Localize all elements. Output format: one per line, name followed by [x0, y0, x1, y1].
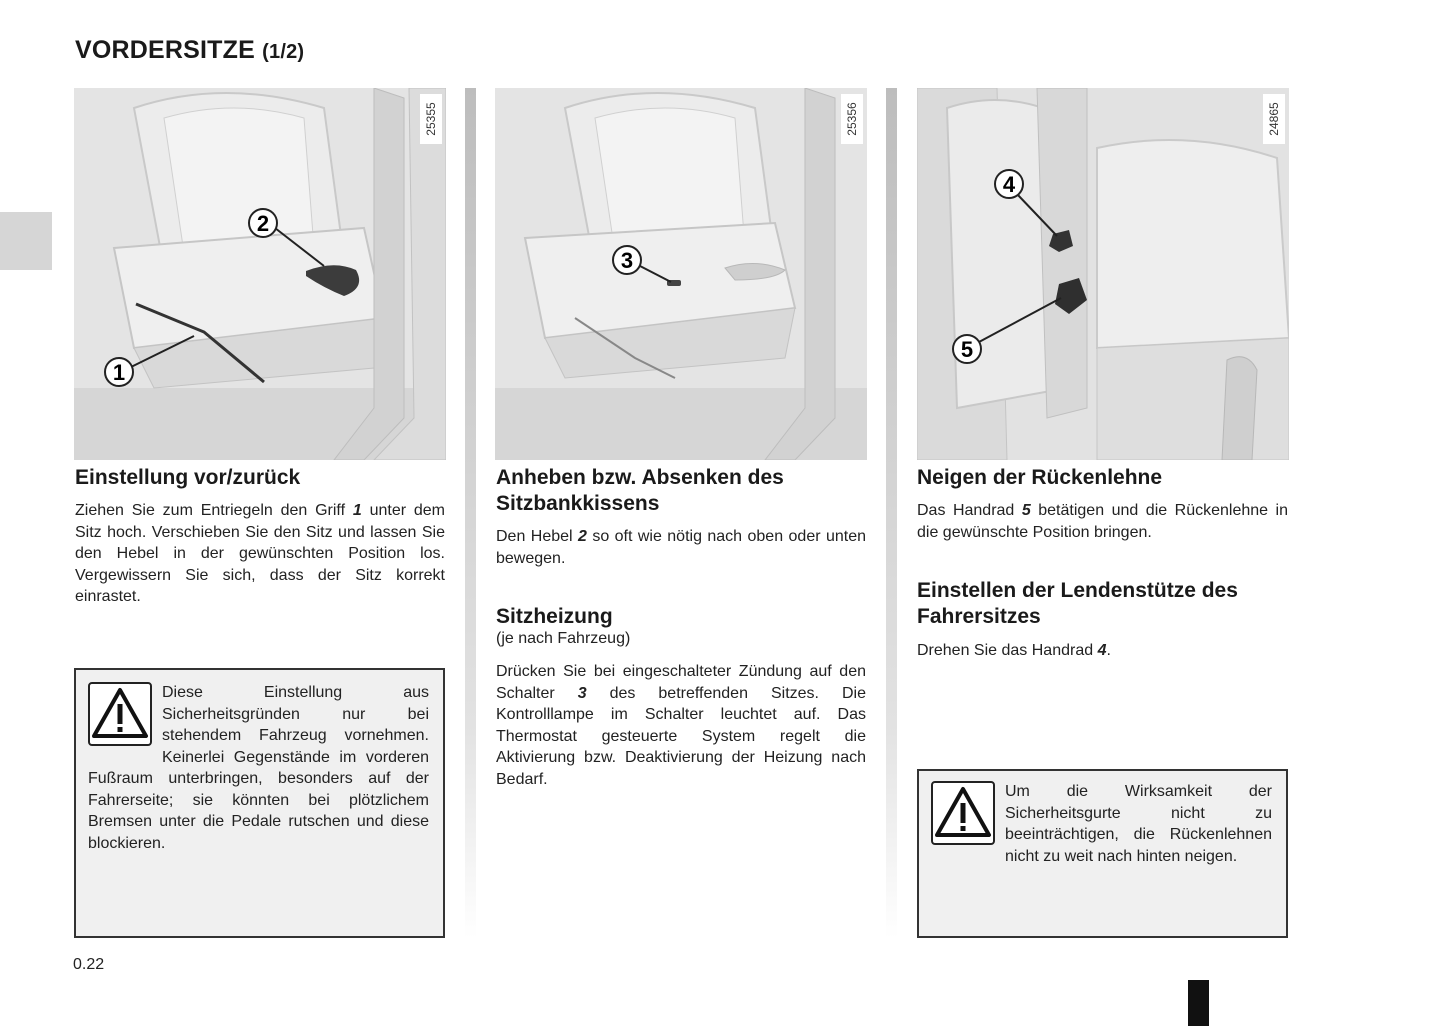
heading-backrest: Neigen der Rückenlehne — [917, 466, 1163, 489]
heading-lumbar: Einstellen der Lendenstütze des Fahrersitzes — [917, 579, 1238, 628]
callout-3: 3 — [620, 248, 634, 273]
subheading-seat-heating: (je nach Fahrzeug) — [496, 630, 631, 647]
page-number: 0.22 — [73, 956, 105, 973]
warning-triangle-icon — [931, 781, 995, 845]
seat-illustration-fore-aft — [74, 88, 446, 460]
seat-illustration-height — [495, 88, 867, 460]
callout-1: 1 — [112, 360, 126, 385]
image-reference: 25355 — [420, 94, 442, 144]
callout-4: 4 — [1002, 172, 1016, 197]
heading-fore-aft: Einstellung vor/zurück — [75, 466, 301, 489]
section-tab — [0, 212, 52, 270]
seat-illustration-backrest — [917, 88, 1289, 460]
edge-marker — [1188, 980, 1209, 1026]
text-lumbar: Drehen Sie das Handrad 4. — [917, 642, 1111, 659]
page-title-part: (1/2) — [262, 41, 305, 63]
warning-box-1 — [74, 668, 445, 938]
callout-5: 5 — [960, 337, 974, 362]
column-divider-left — [465, 88, 476, 938]
text-backrest: Das Handrad 5 betätigen und die Rückenlehne in die gewünschte Position bringen. — [917, 502, 1289, 541]
image-reference: 25356 — [841, 94, 863, 144]
image-reference: 24865 — [1263, 94, 1285, 144]
text-seat-height: Den Hebel 2 so oft wie nötig nach oben oder unten bewegen. — [496, 528, 866, 567]
callout-2: 2 — [256, 211, 270, 236]
text-seat-heating: Drücken Sie bei eingeschalteter Zündung auf den Schalter 3 des betreffenden Sitzes. Die Kontrolllampe im Schalter leuchtet auf. Das Thermostat gesteuerte System regelt die Aktivierung bzw. Deaktivierung der Heizung nach Bedarf. — [496, 663, 866, 788]
warning-box-2 — [917, 769, 1288, 938]
column-divider-right — [886, 88, 897, 938]
heading-seat-heating: Sitzheizung — [496, 605, 613, 628]
warning-text-1: Diese Einstellung aus Sicherheitsgründen nur bei stehendem Fahrzeug vornehmen. Keinerlei Gegenstände im vorderen Fußraum unterbringen, besonders auf der Fahrerseite; sie könnten bei plötzlichem Bremsen unter die Pedale rutschen und diese blockieren. — [88, 684, 429, 852]
warning-text-2: Um die Wirksamkeit der Sicherheitsgurte nicht zu beeinträchtigen, die Rückenlehnen nicht zu weit nach hinten neigen. — [1005, 783, 1272, 865]
warning-triangle-icon — [88, 682, 152, 746]
heading-seat-height: Anheben bzw. Absenken des Sitzbankkissens — [496, 466, 784, 515]
page-title: VORDERSITZE (1/2) — [75, 36, 305, 64]
text-fore-aft: Ziehen Sie zum Entriegeln den Griff 1 unter dem Sitz hoch. Verschieben Sie den Sitz und lassen Sie den Hebel in der gewünschten Position los. Vergewissern Sie sich, dass der Sitz korrekt einrastet. — [75, 502, 445, 605]
